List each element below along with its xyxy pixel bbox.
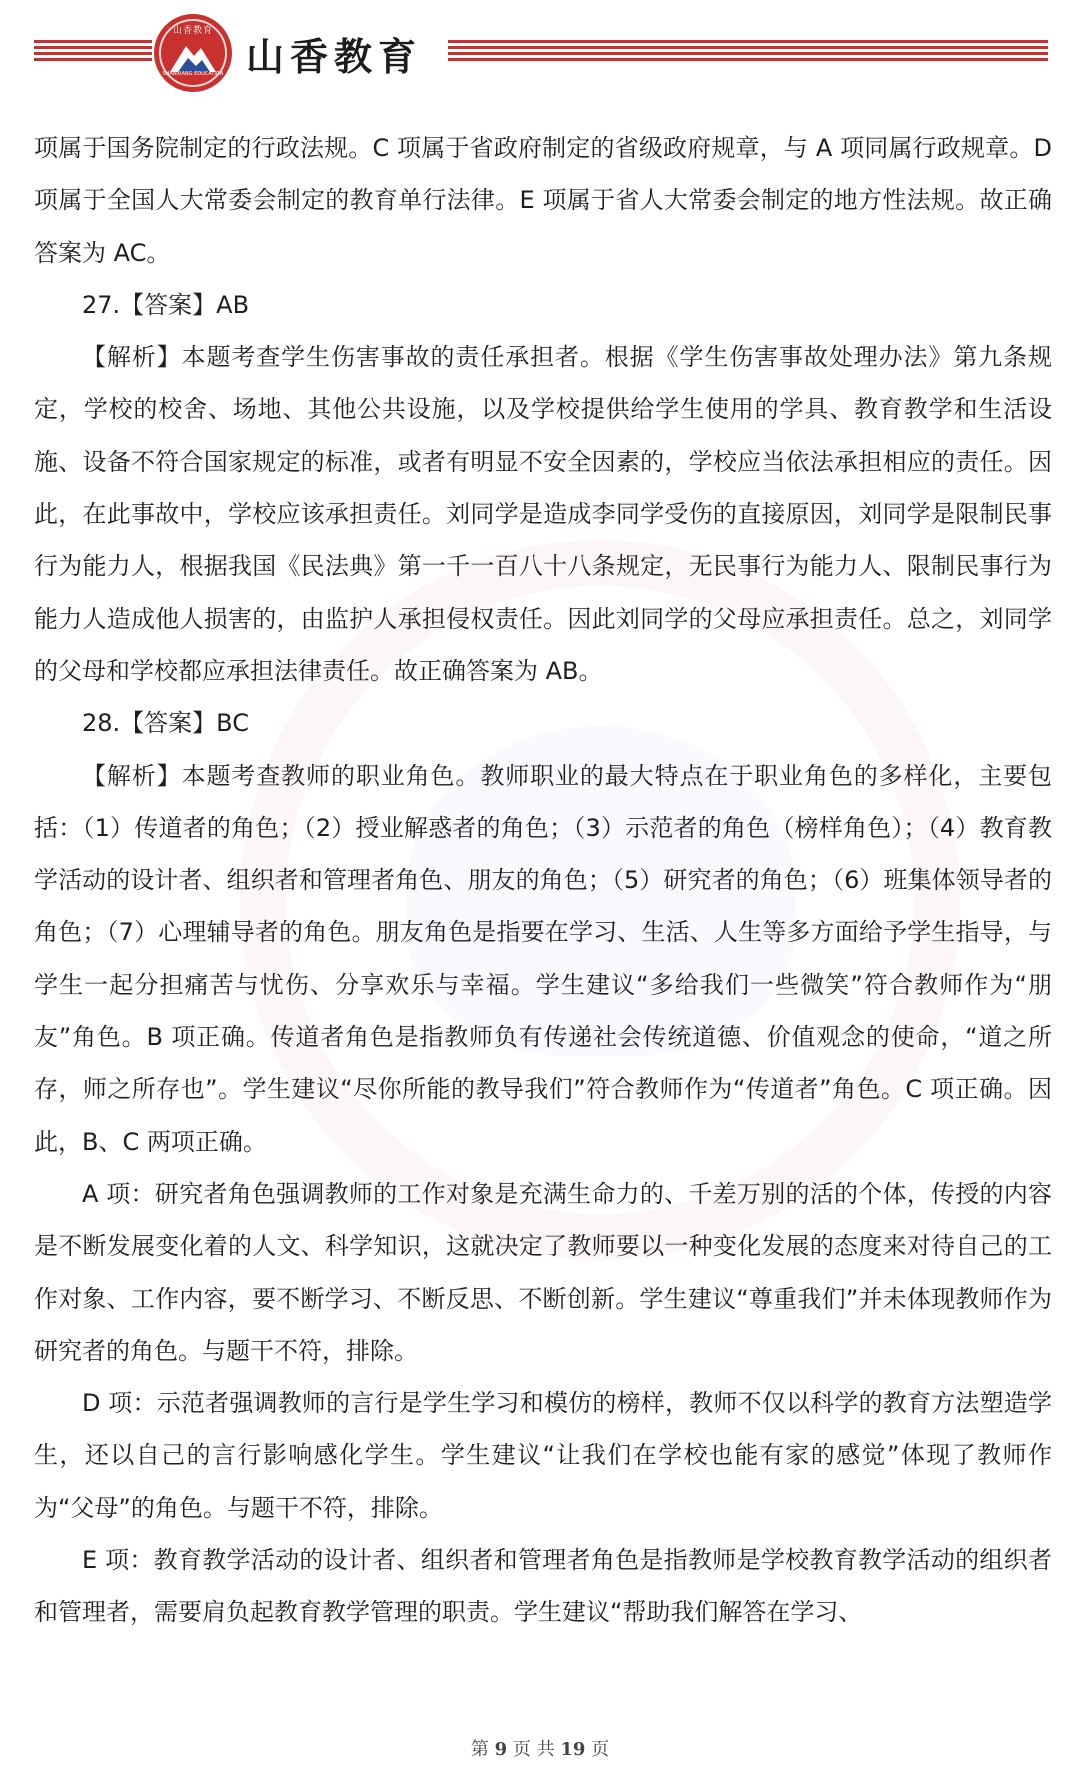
- answer-28: 28.【答案】BC: [82, 709, 249, 738]
- header-stripes-left: [34, 40, 152, 62]
- logo-text-top: 山香教育: [172, 26, 213, 36]
- page-header: [0, 0, 1080, 100]
- page-footer: 第 9 页 共 19 页: [470, 1739, 610, 1760]
- document-body: [34, 122, 1052, 1639]
- header-stripes-right: [448, 40, 1048, 62]
- brand-title: 山香教育: [246, 34, 423, 79]
- option-e-explanation: E 项：教育教学活动的设计者、组织者和管理者角色是指教师是学校教育教学活动的组织者和管理者，需要肩负起教育教学管理的职责。学生建议“帮助我们解答在学习、: [34, 1546, 1052, 1627]
- mountain-icon: [168, 38, 218, 74]
- shanxiang-logo: [154, 14, 232, 92]
- analysis-27: 【解析】本题考查学生伤害事故的责任承担者。根据《学生伤害事故处理办法》第九条规定，学校的校舍、场地、其他公共设施，以及学校提供给学生使用的学具、教育教学和生活设施、设备不符合国家规定的标准，或者有明显不安全因素的，学校应当依法承担相应的责任。因此，在此事故中，学校应该承担责任。刘同学是造成李同学受伤的直接原因，刘同学是限制民事行为能力人，根据我国《民法典》第一千一百八十八条规定，无民事行为能力人、限制民事行为能力人造成他人损害的，由监护人承担侵权责任。因此刘同学的父母应承担责任。总之，刘同学的父母和学校都应承担法律责任。故正确答案为 AB。: [34, 343, 1052, 685]
- analysis-28: 【解析】本题考查教师的职业角色。教师职业的最大特点在于职业角色的多样化，主要包括：（1）传道者的角色；（2）授业解惑者的角色；（3）示范者的角色（榜样角色）；（4）教育教学活动的设计者、组织者和管理者角色、朋友的角色；（5）研究者的角色；（6）班集体领导者的角色；（7）心理辅导者的角色。朋友角色是指要在学习、生活、人生等多方面给予学生指导，与学生一起分担痛苦与忧伤、分享欢乐与幸福。学生建议“多给我们一些微笑”符合教师作为“朋友”角色。B 项正确。传道者角色是指教师负有传递社会传统道德、价值观念的使命，“道之所存，师之所存也”。学生建议“尽你所能的教导我们”符合教师作为“传道者”角色。C 项正确。因此，B、C 两项正确。: [34, 761, 1052, 1156]
- page-number: 9: [494, 1739, 508, 1760]
- answer-27: 27.【答案】AB: [82, 290, 250, 319]
- option-d-explanation: D 项：示范者强调教师的言行是学生学习和模仿的榜样，教师不仅以科学的教育方法塑造学生，还以自己的言行影响感化学生。学生建议“让我们在学校也能有家的感觉”体现了教师作为“父母”的角色。与题干不符，排除。: [34, 1389, 1052, 1522]
- paragraph-continuation: 项属于国务院制定的行政法规。C 项属于省政府制定的省级政府规章，与 A 项同属行政规章。D 项属于全国人大常委会制定的教育单行法律。E 项属于省人大常委会制定的地方性法规。故正确答案为 AC。: [34, 134, 1052, 267]
- option-a-explanation: A 项：研究者角色强调教师的工作对象是充满生命力的、千差万别的活的个体，传授的内容是不断发展变化着的人文、科学知识，这就决定了教师要以一种变化发展的态度来对待自己的工作对象、工作内容，要不断学习、不断反思、不断创新。学生建议“尊重我们”并未体现教师作为研究者的角色。与题干不符，排除。: [34, 1179, 1052, 1365]
- logo-text-bottom: SHANXIANG EDUCATION: [162, 71, 224, 77]
- page-total: 19: [560, 1739, 586, 1760]
